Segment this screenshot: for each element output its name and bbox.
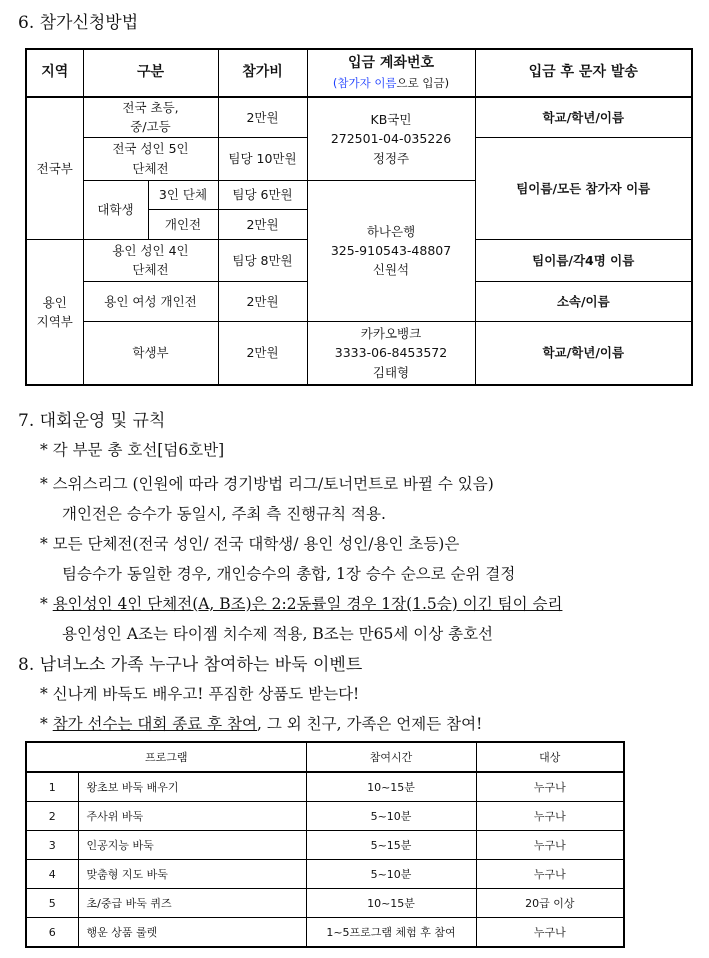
account-kb: KB국민 272501-04-035226 정정주 xyxy=(307,97,475,180)
header-region: 지역 xyxy=(26,49,83,97)
table-row: 1 왕초보 바둑 배우기 10~15분 누구나 xyxy=(26,772,624,802)
header-sms: 입금 후 문자 발송 xyxy=(475,49,692,97)
program-header-time: 참여시간 xyxy=(306,742,476,772)
cat-university: 대학생 xyxy=(83,180,148,239)
cat-student: 학생부 xyxy=(83,321,218,385)
table-row: 2 주사위 바둑 5~10분 누구나 xyxy=(26,802,624,831)
table-row: 3 인공지능 바둑 5~15분 누구나 xyxy=(26,831,624,860)
fee-univ-individual: 2만원 xyxy=(218,209,307,239)
fee-yongin-adult-team: 팀당 8만원 xyxy=(218,239,307,281)
sms-team-all: 팀이름/모든 참가자 이름 xyxy=(475,137,692,239)
region-national: 전국부 xyxy=(26,97,83,239)
rule-2-cont: 개인전은 승수가 동일시, 주최 측 진행규칙 적용. xyxy=(62,505,386,523)
sms-yongin-women: 소속/이름 xyxy=(475,281,692,321)
table-row: 4 맞춤형 지도 바둑 5~10분 누구나 xyxy=(26,860,624,889)
header-account-title: 입금 계좌번호 xyxy=(347,55,435,72)
rule-4: * 용인성인 4인 단체전(A, B조)은 2:2동률일 경우 1장(1.5승) 이긴 팀이 승리 xyxy=(40,595,563,613)
event-note-1: * 신나게 바둑도 배우고! 푸짐한 상품도 받는다! xyxy=(40,685,360,703)
table-row: 6 행운 상품 룰렛 1~5프로그램 체험 후 참여 누구나 xyxy=(26,918,624,948)
fee-national-school: 2만원 xyxy=(218,97,307,137)
rule-3-cont: 팀승수가 동일한 경우, 개인승수의 총합, 1장 승수 순으로 순위 결정 xyxy=(62,565,516,583)
registration-fee-table xyxy=(25,48,693,386)
rule-2: * 스위스리그 (인원에 따라 경기방법 리그/토너먼트로 바뀔 수 있음) xyxy=(40,475,494,493)
cat-yongin-women: 용인 여성 개인전 xyxy=(83,281,218,321)
cat-univ-team: 3인 단체 xyxy=(148,180,218,209)
header-fee: 참가비 xyxy=(218,49,307,97)
section-6-title: 6. 참가신청방법 xyxy=(18,13,139,33)
sms-national-school: 학교/학년/이름 xyxy=(475,97,692,137)
event-note-2: * 참가 선수는 대회 종료 후 참여, 그 외 친구, 가족은 언제든 참여! xyxy=(40,715,483,733)
fee-national-adult-team: 팀당 10만원 xyxy=(218,137,307,180)
account-hana: 하나은행 325-910543-48807 신원석 xyxy=(307,180,475,321)
program-header-target: 대상 xyxy=(476,742,624,772)
rule-1: * 각 부문 총 호선[덤6호반] xyxy=(40,441,225,459)
rule-4-cont: 용인성인 A조는 타이젬 치수제 적용, B조는 만65세 이상 총호선 xyxy=(62,625,494,643)
header-category: 구분 xyxy=(83,49,218,97)
header-account xyxy=(307,49,475,97)
section-7-title: 7. 대회운영 및 규칙 xyxy=(18,411,166,431)
cat-national-adult-team: 전국 성인 5인 단체전 xyxy=(83,137,218,180)
section-8-title: 8. 남녀노소 가족 누구나 참여하는 바둑 이벤트 xyxy=(18,655,363,675)
rule-3: * 모든 단체전(전국 성인/ 전국 대학생/ 용인 성인/용인 초등)은 xyxy=(40,535,460,553)
program-header-name: 프로그램 xyxy=(26,742,306,772)
sms-student: 학교/학년/이름 xyxy=(475,321,692,385)
fee-student: 2만원 xyxy=(218,321,307,385)
cat-national-school: 전국 초등, 중/고등 xyxy=(83,97,218,137)
table-row: 5 초/중급 바둑 퀴즈 10~15분 20급 이상 xyxy=(26,889,624,918)
fee-univ-team: 팀당 6만원 xyxy=(218,180,307,209)
cat-yongin-adult-team: 용인 성인 4인 단체전 xyxy=(83,239,218,281)
program-table xyxy=(25,741,625,948)
sms-yongin-team: 팀이름/각4명 이름 xyxy=(475,239,692,281)
region-yongin: 용인 지역부 xyxy=(26,239,83,385)
fee-yongin-women: 2만원 xyxy=(218,281,307,321)
cat-univ-individual: 개인전 xyxy=(148,209,218,239)
account-kakao: 카카오뱅크 3333-06-8453572 김태형 xyxy=(307,321,475,385)
header-account-note-blue: (참가자 이름 xyxy=(332,75,397,90)
header-account-note: 으로 입금) xyxy=(396,75,450,90)
